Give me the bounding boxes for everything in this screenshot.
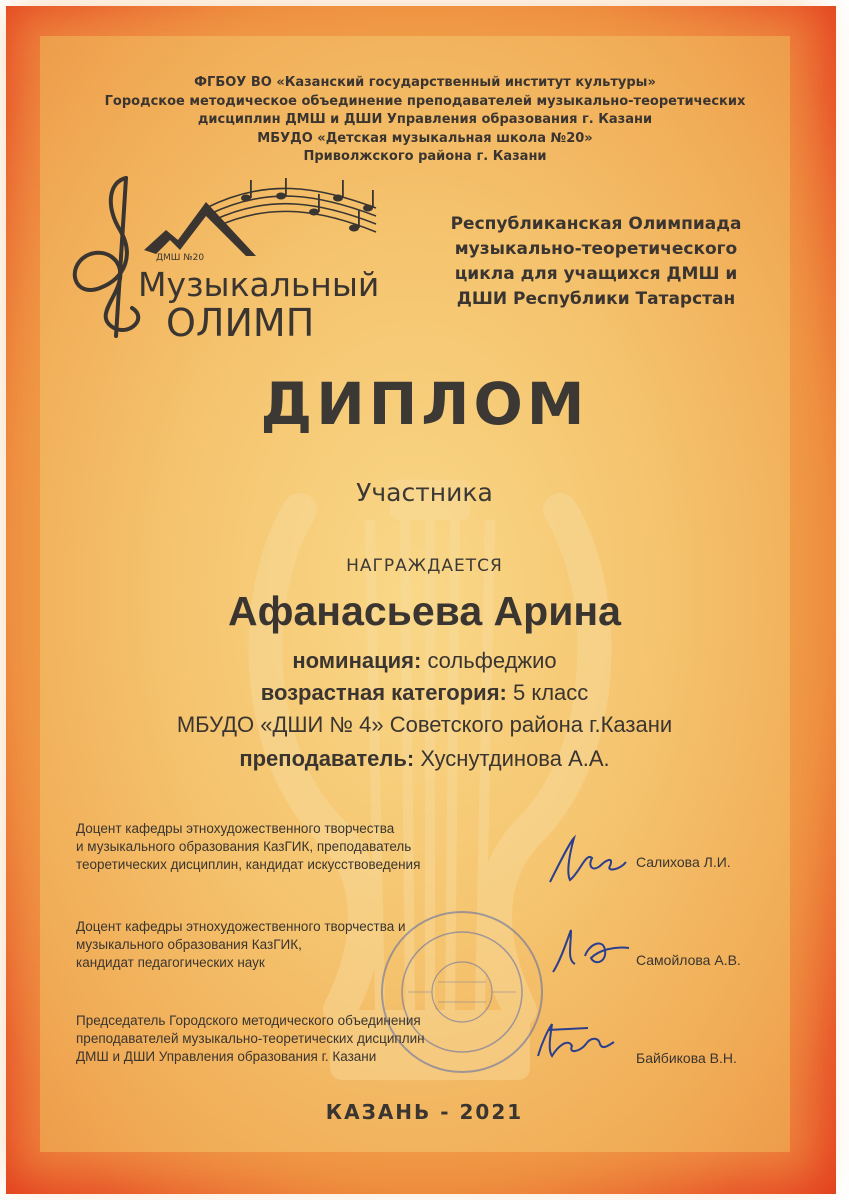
signatory-line: преподавателей музыкально-теоретических дисциплин [76,1031,425,1046]
olympiad-title [416,212,776,312]
diploma-subtitle: Участника [356,478,493,507]
teacher-line [0,746,849,772]
awarded-label: НАГРАЖДАЕТСЯ [346,556,503,576]
logo-line1: Музыкальный [138,265,380,304]
olympiad-line: музыкально-теоретического [454,239,738,259]
diploma-title: ДИПЛОМ [260,370,589,438]
header-line: МБУДО «Детская музыкальная школа №20» [257,130,593,146]
signatory-description [76,820,546,874]
signatory-name: Салихова Л.И. [636,854,731,870]
signature-icon [545,920,635,980]
signature-icon [528,1016,618,1066]
olympiad-line: цикла для учащихся ДМШ и [454,264,738,284]
treble-clef-icon [75,178,138,336]
signatory-name: Самойлова А.В. [636,952,741,968]
signatory-line: и музыкального образования КазГИК, преподаватель [76,839,412,854]
signatory-line: музыкального образования КазГИК, [76,937,302,952]
musical-olymp-logo [56,168,386,343]
age-value: 5 класс [513,680,589,705]
signature-icon [540,832,630,892]
header-line: Приволжского района г. Казани [303,149,547,164]
signatory-line: теоретических дисциплин, кандидат искусствоведения [76,857,421,872]
logo-school: ДМШ №20 [156,253,205,263]
teacher-label: преподаватель: [239,746,415,771]
olympiad-line: ДШИ Республики Татарстан [456,289,736,309]
place-year: КАЗАНЬ - 2021 [325,1100,524,1124]
logo-line2: ОЛИМП [166,301,315,343]
recipient-name: Афанасьева Арина [228,588,621,634]
nomination-label: номинация: [292,648,422,673]
signatory-line: ДМШ и ДШИ Управления образования г. Казани [76,1049,377,1064]
age-label: возрастная категория: [260,680,507,705]
signatory-name: Байбикова В.Н. [636,1050,737,1066]
nomination-line [0,648,849,674]
teacher-value: Хуснутдинова А.А. [420,746,610,771]
staff-lines-icon [206,188,376,232]
signatory-line: Доцент кафедры этнохудожественного творчества [76,821,395,836]
age-category-line [0,680,849,706]
header-line: Городское методическое объединение преподавателей музыкально-теоретических [104,93,746,109]
olympiad-line: Республиканская Олимпиада [450,214,742,234]
header-line: ФГБОУ ВО «Казанский государственный институт культуры» [194,75,656,90]
school-line: МБУДО «ДШИ № 4» Советского района г.Казани [176,712,673,737]
header-line: дисциплин ДМШ и ДШИ Управления образования г. Казани [197,112,653,127]
nomination-value: сольфеджио [427,648,557,673]
signatory-description [76,1012,546,1066]
signatory-line: Председатель Городского методического объединения [76,1013,421,1028]
signatory-line: кандидат педагогических наук [76,955,265,970]
issuer-header [40,74,810,167]
signatory-line: Доцент кафедры этнохудожественного творчества и [76,919,406,934]
